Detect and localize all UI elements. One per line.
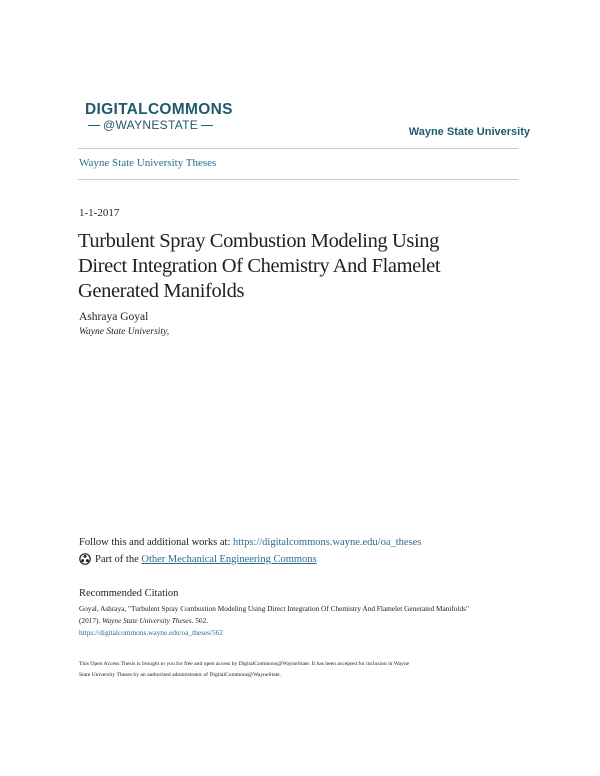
part-of-line <box>79 553 317 565</box>
commons-network-icon <box>79 553 91 565</box>
divider-top <box>78 148 518 149</box>
follow-url-link[interactable]: https://digitalcommons.wayne.edu/oa_theses <box>233 537 422 548</box>
digital-commons-logo-top: DIGITALCOMMONS <box>85 101 233 118</box>
title-line: Generated Manifolds <box>78 280 245 302</box>
title-line: Direct Integration Of Chemistry And Flamelet <box>78 255 441 277</box>
logo-dash-right <box>201 125 213 126</box>
citation-number: . 562. <box>191 616 209 625</box>
title-line: Turbulent Spray Combustion Modeling Using <box>78 230 439 252</box>
logo-dash-left <box>88 125 100 126</box>
notice-line: State University Theses by an authorized administrator of DigitalCommons@WayneState. <box>79 672 282 678</box>
series-link[interactable]: Wayne State University Theses <box>79 157 217 169</box>
citation-year: (2017). <box>79 616 103 625</box>
citation-series: Wayne State University Theses <box>102 616 192 625</box>
notice-line: This Open Access Thesis is brought to you for free and open access by DigitalCommons@WayneState. It has been accepted for inclusion in Wayne <box>79 661 410 667</box>
thesis-title <box>78 229 528 304</box>
citation-url-link[interactable]: https://digitalcommons.wayne.edu/oa_theses/562 <box>79 628 223 637</box>
divider-bottom <box>78 179 518 180</box>
citation-line <box>79 615 524 627</box>
commons-discipline-link[interactable]: Other Mechanical Engineering Commons <box>141 553 317 565</box>
recommended-citation-heading: Recommended Citation <box>79 588 179 599</box>
follow-line <box>79 537 421 548</box>
citation-block <box>79 603 524 639</box>
digital-commons-logo-bottom <box>85 118 216 132</box>
author-name: Ashraya Goyal <box>79 311 149 323</box>
logo-subtitle: @WAYNESTATE <box>103 118 199 132</box>
open-access-notice <box>79 659 524 681</box>
citation-line: Goyal, Ashraya, "Turbulent Spray Combustion Modeling Using Direct Integration Of Chemistry And Flamelet Generated Manifolds" <box>79 604 469 613</box>
follow-label: Follow this and additional works at: <box>79 537 231 548</box>
university-link[interactable]: Wayne State University <box>408 126 530 138</box>
part-of-label: Part of the <box>95 553 139 565</box>
author-affiliation: Wayne State University, <box>79 327 170 337</box>
publication-date: 1-1-2017 <box>79 207 120 219</box>
